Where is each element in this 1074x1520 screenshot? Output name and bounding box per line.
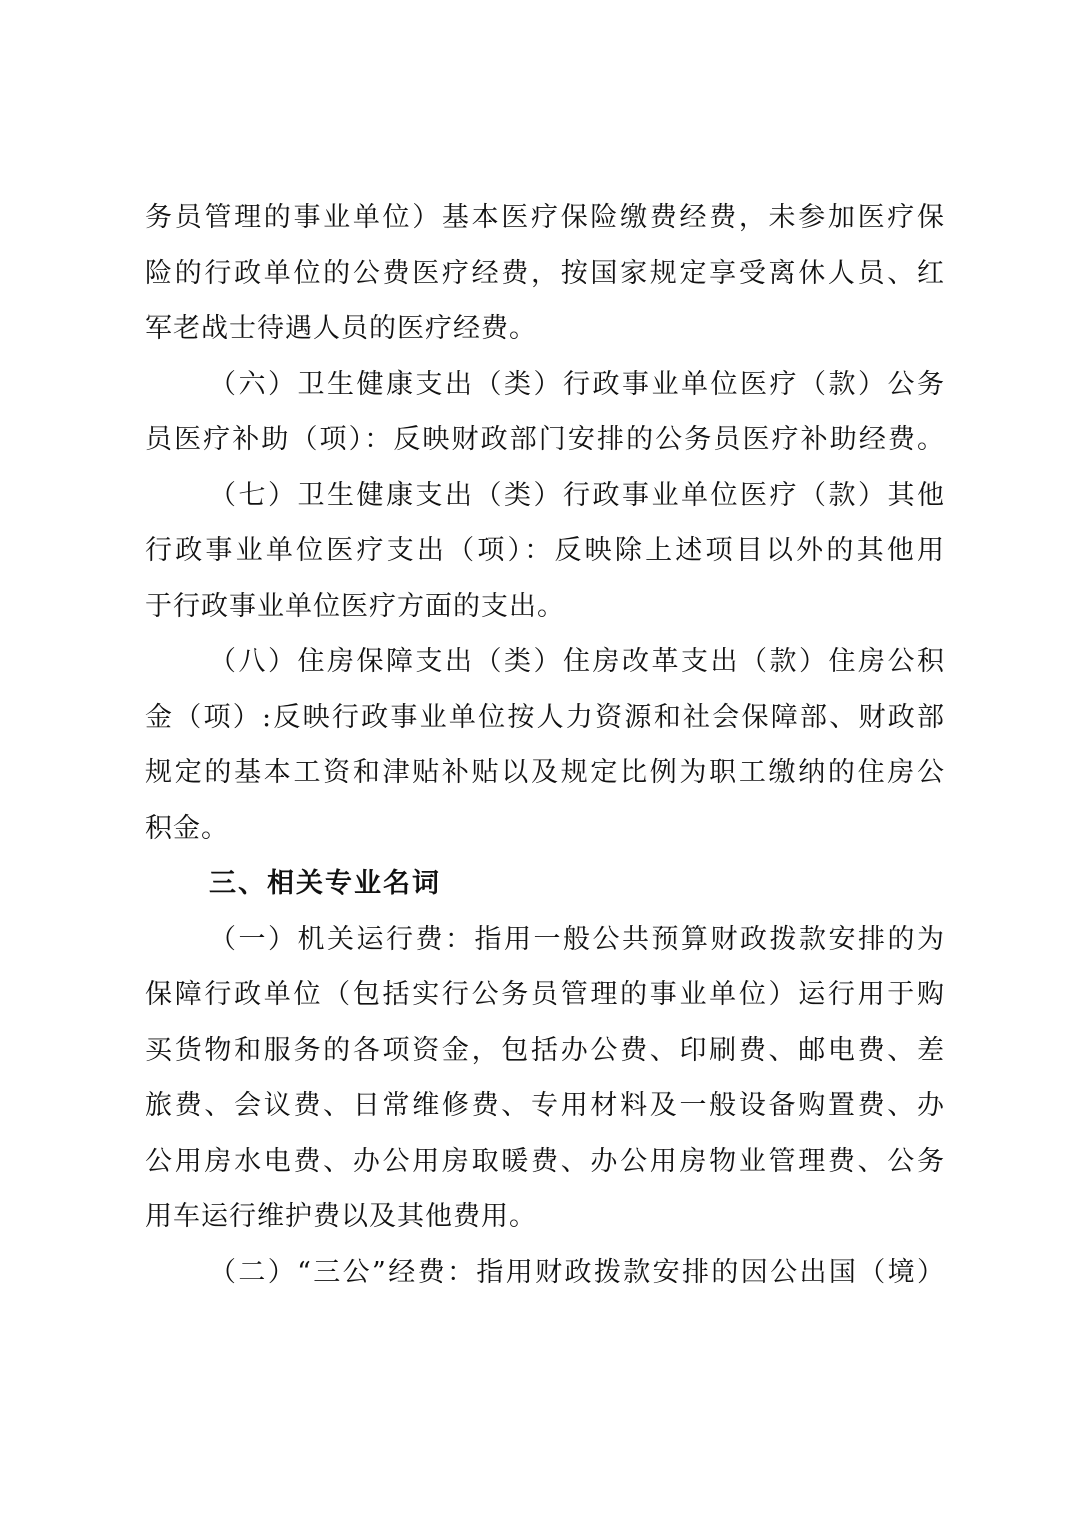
paragraph-seven-line: （七）卫生健康支出（类）行政事业单位医疗（款）其他 (209, 479, 945, 511)
paragraph-eight-line: 积金。 (145, 812, 229, 844)
paragraph-eight-line: （八）住房保障支出（类）住房改革支出（款）住房公积 (209, 646, 945, 677)
paragraph-seven-line: 于行政事业单位医疗方面的支出。 (145, 590, 565, 622)
text-line: 险的行政单位的公费医疗经费，按国家规定享受离休人员、红 (145, 257, 945, 289)
paragraph-one-line: 用车运行维护费以及其他费用。 (145, 1201, 537, 1232)
paragraph-seven-line: 行政事业单位医疗支出（项）：反映除上述项目以外的其他用 (145, 535, 945, 566)
paragraph-one-line: 买货物和服务的各项资金，包括办公费、印刷费、邮电费、差 (145, 1034, 945, 1066)
section-heading: 三、相关专业名词 (209, 868, 441, 899)
paragraph-one-line: 保障行政单位（包括实行公务员管理的事业单位）运行用于购 (145, 979, 945, 1010)
paragraph-six-line: （六）卫生健康支出（类）行政事业单位医疗（款）公务 (209, 368, 945, 400)
paragraph-one-line: （一）机关运行费：指用一般公共预算财政拨款安排的为 (209, 923, 945, 955)
paragraph-two-line: （二）“三公”经费：指用财政拨款安排的因公出国（境） (209, 1256, 945, 1288)
paragraph-eight-line: 规定的基本工资和津贴补贴以及规定比例为职工缴纳的住房公 (145, 757, 945, 788)
document-body (145, 190, 945, 1300)
paragraph-six-line: 员医疗补助（项）：反映财政部门安排的公务员医疗补助经费。 (145, 424, 945, 455)
paragraph-one-line: 旅费、会议费、日常维修费、专用材料及一般设备购置费、办 (145, 1090, 945, 1121)
text-line: 军老战士待遇人员的医疗经费。 (145, 313, 537, 344)
paragraph-one-line: 公用房水电费、办公用房取暖费、办公用房物业管理费、公务 (145, 1145, 945, 1177)
text-line: 务员管理的事业单位）基本医疗保险缴费经费，未参加医疗保 (145, 202, 945, 233)
paragraph-eight-line: 金（项）:反映行政事业单位按人力资源和社会保障部、财政部 (145, 701, 945, 733)
